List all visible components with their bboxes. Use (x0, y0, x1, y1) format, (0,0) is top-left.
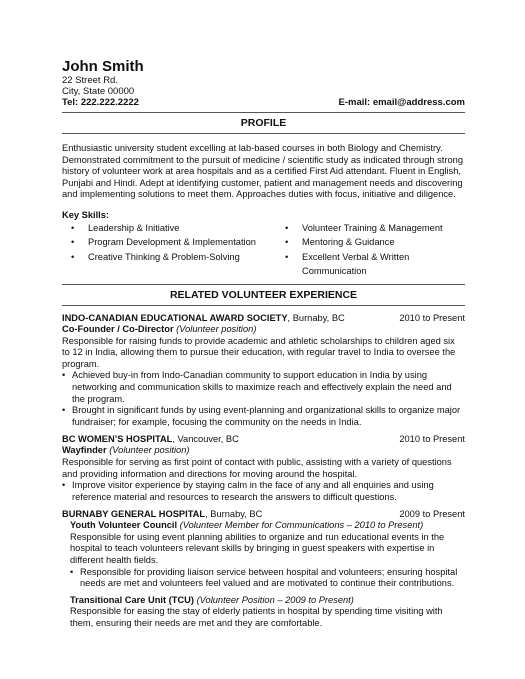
job-role: Wayfinder (Volunteer position) (62, 445, 190, 456)
candidate-name: John Smith (62, 58, 144, 75)
profile-heading: PROFILE (240, 117, 287, 129)
skill-item: • Excellent Verbal & Written Communication (285, 251, 410, 277)
skill-item: • Leadership & Initiative (71, 222, 180, 233)
job-entry (62, 312, 465, 428)
job-description: Responsible for raising funds to provide academic and athletic scholarships to children aged six to 12 in India, allowing them to pursue their education, with regular travel to India to oversee the program. (62, 335, 456, 369)
organization-location: , Vancouver, BC (172, 434, 239, 445)
experience-heading: RELATED VOLUNTEER EXPERIENCE (169, 288, 358, 301)
achievement-list (62, 480, 465, 503)
skill-item: • Mentoring & Guidance (285, 237, 395, 248)
divider (62, 133, 465, 134)
job-dates: 2010 to Present (399, 312, 465, 323)
skill-item: • Program Development & Implementation (71, 237, 256, 248)
achievement-item: • Brought in significant funds by using event-planning and organizational skills to organize major fundraiser; for example, focusing the community on the needs in India. (62, 405, 461, 427)
job-header (62, 312, 465, 324)
achievement-list (62, 370, 465, 428)
sub-position (62, 595, 465, 630)
sub-position-role: Youth Volunteer Council (Volunteer Member for Communications – 2010 to Present) (70, 520, 424, 531)
sub-position-role: Transitional Care Unit (TCU) (Volunteer Position – 2009 to Present) (70, 594, 354, 605)
contact-row (62, 97, 465, 108)
sub-position-description: Responsible for easing the stay of elderly patients in hospital by spending time visiting with them, ensuring their needs are met and they are comfortable. (70, 606, 443, 629)
achievement-item: • Responsible for providing liaison service between hospital and volunteers; ensuring hospital needs are met and volunteers feel valued and are motivated to continue their contributions. (70, 566, 458, 589)
divider (62, 305, 465, 306)
skill-item: • Creative Thinking & Problem-Solving (71, 251, 240, 262)
telephone: Tel: 222.222.2222 (62, 97, 139, 108)
email: E-mail: email@address.com (338, 97, 465, 108)
achievement-list (70, 567, 465, 590)
organization-name: BC WOMEN’S HOSPITAL (62, 434, 173, 445)
job-entry (62, 433, 465, 503)
address-line-2: City, State 00000 (62, 86, 135, 97)
skill-item: • Volunteer Training & Management (285, 222, 443, 233)
organization-location: , Burnaby, BC (287, 312, 345, 323)
key-skills-label: Key Skills: (62, 209, 110, 220)
sub-position (62, 520, 465, 590)
job-dates: 2010 to Present (399, 434, 465, 445)
job-entry (62, 508, 465, 629)
achievement-item: • Achieved buy-in from Indo-Canadian community to support education in India by using networking and communication skills to maximize reach and effectively explain the need and the program. (62, 370, 452, 404)
sub-position-description: Responsible for using event planning abilities to organize and run educational events in the hospital to teach volunteers relevant skills by bringing in guest speakers with expertise in different health fields. (70, 531, 445, 566)
job-header (62, 508, 465, 520)
organization-location: , Burnaby, BC (205, 509, 263, 520)
key-skills-list (62, 221, 465, 279)
organization-name: INDO-CANADIAN EDUCATIONAL AWARD SOCIETY (62, 312, 288, 323)
profile-summary: Enthusiastic university student excelling at lab-based courses in both Biology and Chemistry. Demonstrated commitment to the pursuit of medicine / scientific study as indicated through strong history of volunteer work at area hospitals and as a certified First Aid attendant. Fluent in English, Punjabi and Hindi. Adept at identifying customer, patient and management needs and discovering and implementing solutions to meet them. Approaches duties with focus, initiative and diligence. (62, 143, 463, 200)
job-dates: 2009 to Present (399, 509, 465, 520)
job-header (62, 433, 465, 445)
address-line-1: 22 Street Rd. (62, 75, 118, 86)
achievement-item: • Improve visitor experience by staying calm in the face of any and all enquiries and using reference material and resources to research the answers to difficult questions. (62, 480, 434, 502)
organization-name: BURNABY GENERAL HOSPITAL (62, 509, 206, 520)
resume-page (62, 58, 465, 630)
resume-header (62, 58, 465, 108)
job-description: Responsible for serving as first point of contact with public, assisting with a variety of questions and providing information and directions for moving around the hospital. (62, 456, 452, 479)
job-role: Co-Founder / Co-Director (Volunteer position) (62, 323, 257, 334)
